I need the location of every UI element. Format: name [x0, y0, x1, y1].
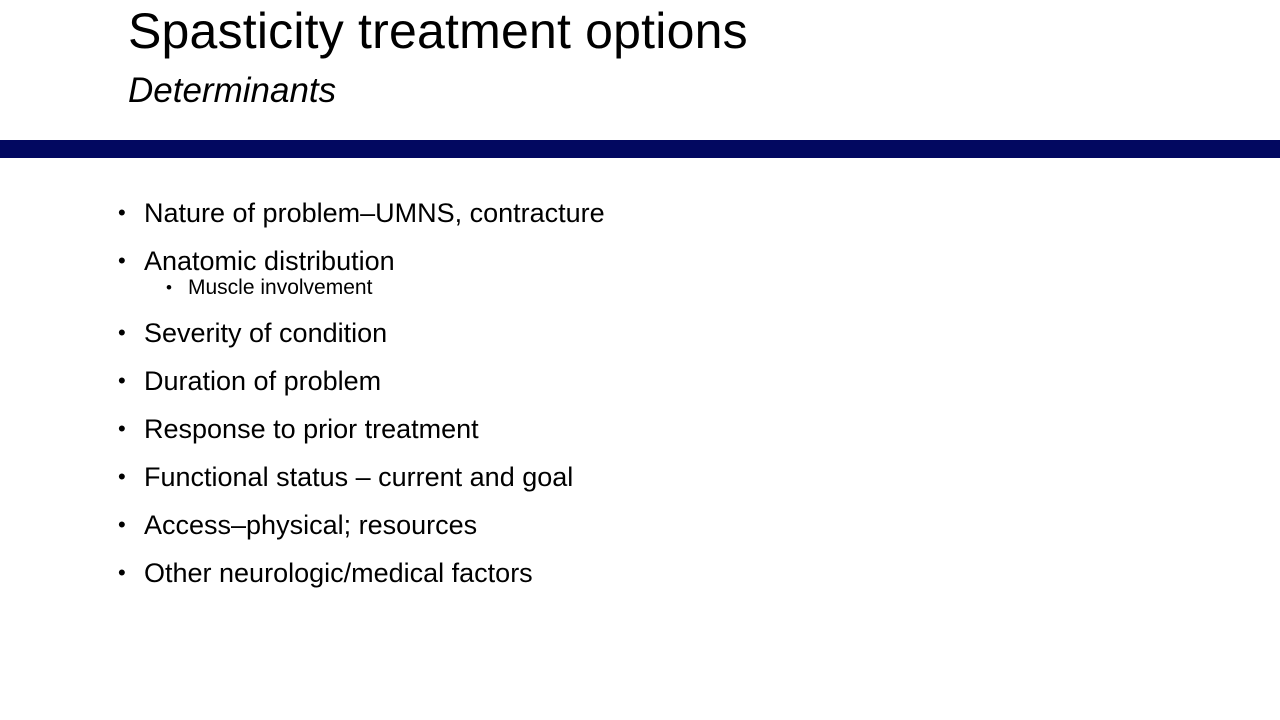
sub-bullet-dot-icon: • [166, 278, 172, 297]
slide-subtitle: Determinants [128, 71, 337, 110]
bullet-dot-icon: • [118, 464, 126, 489]
sub-bullet-text: Muscle involvement [188, 276, 373, 299]
bullet-item [118, 507, 605, 543]
bullet-item [118, 459, 605, 495]
bullet-item [118, 411, 605, 447]
bullet-item [118, 555, 605, 591]
bullet-text: Functional status – current and goal [144, 462, 574, 492]
bullet-dot-icon: • [118, 248, 126, 273]
bullet-dot-icon: • [118, 416, 126, 441]
bullet-dot-icon: • [118, 512, 126, 537]
sub-bullet-list [144, 273, 605, 303]
bullet-item [118, 315, 605, 351]
bullet-item [118, 363, 605, 399]
bullet-dot-icon: • [118, 560, 126, 585]
bullet-text: Access–physical; resources [144, 510, 478, 540]
bullet-text: Anatomic distribution [144, 246, 395, 276]
bullet-dot-icon: • [118, 200, 126, 225]
bullet-text: Duration of problem [144, 366, 382, 396]
bullet-item [118, 243, 605, 303]
bullet-text: Severity of condition [144, 318, 388, 348]
slide-title: Spasticity treatment options [128, 3, 748, 59]
bullet-dot-icon: • [118, 320, 126, 345]
bullet-text: Nature of problem–UMNS, contracture [144, 198, 605, 228]
bullet-list [118, 195, 605, 603]
bullet-dot-icon: • [118, 368, 126, 393]
bullet-text: Other neurologic/medical factors [144, 558, 533, 588]
bullet-item [118, 195, 605, 231]
bullet-text: Response to prior treatment [144, 414, 479, 444]
sub-bullet-item [166, 273, 605, 303]
header-divider-bar [0, 140, 1280, 158]
